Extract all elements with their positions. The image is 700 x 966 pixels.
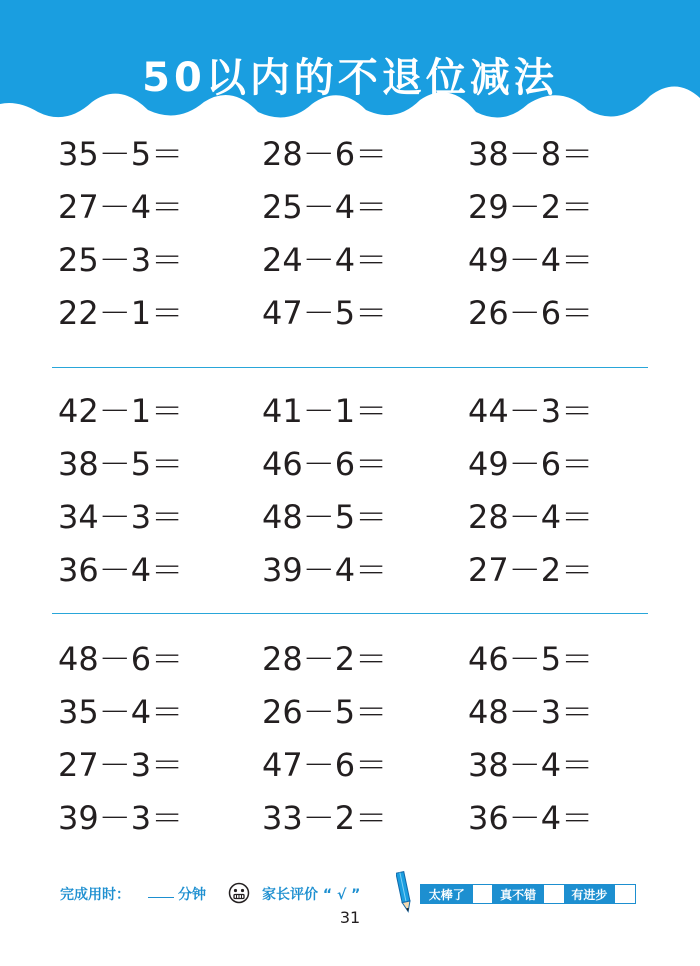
subtraction-problem: 44－3＝ — [468, 392, 594, 430]
subtraction-problem: 39－4＝ — [262, 551, 388, 589]
subtraction-problem: 47－6＝ — [262, 746, 388, 784]
subtraction-problem: 46－5＝ — [468, 640, 594, 678]
time-label: 完成用时： — [60, 887, 130, 903]
subtraction-problem: 38－4＝ — [468, 746, 594, 784]
rating-progress: 有进步 — [564, 885, 616, 903]
rating-good-checkbox[interactable] — [544, 885, 564, 903]
subtraction-problem: 48－6＝ — [58, 640, 184, 678]
subtraction-problem: 39－3＝ — [58, 799, 184, 837]
page-title: 50以内的不退位减法 — [142, 55, 558, 101]
subtraction-problem: 26－6＝ — [468, 294, 594, 332]
evaluation-label: 家长评价 “ √ ” — [262, 887, 361, 903]
subtraction-problem: 38－5＝ — [58, 445, 184, 483]
subtraction-problem: 27－2＝ — [468, 551, 594, 589]
subtraction-problem: 48－5＝ — [262, 498, 388, 536]
smiley-face-icon — [228, 882, 250, 904]
rating-progress-checkbox[interactable] — [615, 885, 635, 903]
subtraction-problem: 35－4＝ — [58, 693, 184, 731]
subtraction-problem: 34－3＝ — [58, 498, 184, 536]
subtraction-problem: 36－4＝ — [58, 551, 184, 589]
page-number: 31 — [339, 908, 361, 927]
subtraction-problem: 22－1＝ — [58, 294, 184, 332]
subtraction-problem: 25－4＝ — [262, 188, 388, 226]
subtraction-problem: 35－5＝ — [58, 135, 184, 173]
subtraction-problem: 28－6＝ — [262, 135, 388, 173]
subtraction-problem: 38－8＝ — [468, 135, 594, 173]
subtraction-problem: 29－2＝ — [468, 188, 594, 226]
subtraction-problem: 28－4＝ — [468, 498, 594, 536]
subtraction-problem: 46－6＝ — [262, 445, 388, 483]
subtraction-problem: 47－5＝ — [262, 294, 388, 332]
rating-great: 太棒了 — [421, 885, 473, 903]
subtraction-problem: 27－4＝ — [58, 188, 184, 226]
time-unit: 分钟 — [178, 887, 206, 903]
rating-boxes — [420, 884, 636, 904]
subtraction-problem: 27－3＝ — [58, 746, 184, 784]
subtraction-problem: 49－6＝ — [468, 445, 594, 483]
rating-great-checkbox[interactable] — [473, 885, 493, 903]
subtraction-problem: 28－2＝ — [262, 640, 388, 678]
subtraction-problem: 42－1＝ — [58, 392, 184, 430]
time-blank[interactable] — [148, 897, 174, 898]
rating-good: 真不错 — [492, 885, 544, 903]
subtraction-problem: 49－4＝ — [468, 241, 594, 279]
subtraction-problem: 48－3＝ — [468, 693, 594, 731]
subtraction-problem: 25－3＝ — [58, 241, 184, 279]
subtraction-problem: 33－2＝ — [262, 799, 388, 837]
subtraction-problem: 36－4＝ — [468, 799, 594, 837]
subtraction-problem: 24－4＝ — [262, 241, 388, 279]
subtraction-problem: 26－5＝ — [262, 693, 388, 731]
subtraction-problem: 41－1＝ — [262, 392, 388, 430]
section-divider — [52, 367, 648, 368]
section-divider — [52, 613, 648, 614]
